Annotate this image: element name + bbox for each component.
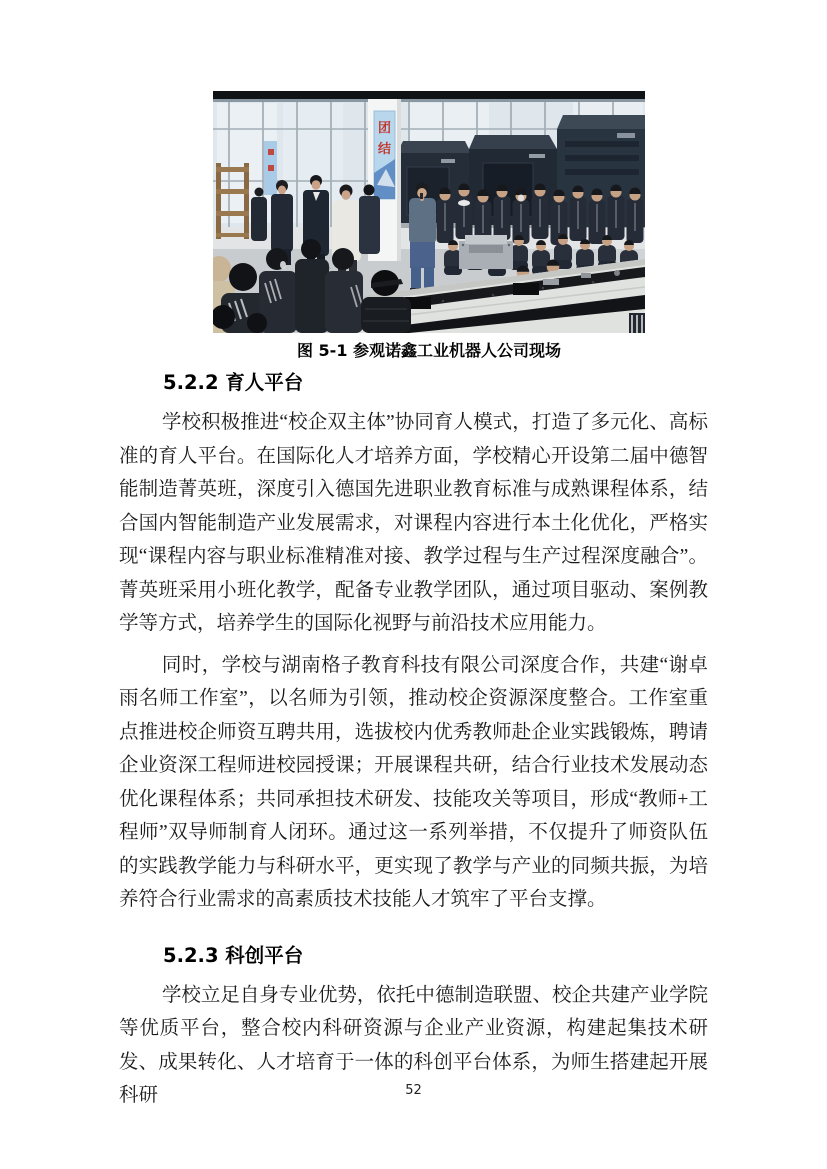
section-heading-5-2-3: 5.2.3 科创平台 — [163, 943, 304, 967]
factory-visit-photo — [213, 91, 645, 333]
paragraph-kechuang-1: 学校立足自身专业优势，依托中德制造联盟、校企共建产业学院等优质平台，整合校内科研资源与企业产业资源，构建起集技术研发、成果转化、人才培育于一体的科创平台体系，为师生搭建起开展科研 — [119, 984, 708, 1106]
paragraph-yuren-1: 学校积极推进“校企双主体”协同育人模式，打造了多元化、高标准的育人平台。在国际化人才培养方面，学校精心开设第二届中德智能制造菁英班，深度引入德国先进职业教育标准与成熟课程体系，结合国内智能制造产业发展需求，对课程内容进行本土化优化，严格实现“课程内容与职业标准精准对接、教学过程与生产过程深度融合”。菁英班采用小班化教学，配备专业教学团队，通过项目驱动、案例教学等方式，培养学生的国际化视野与前沿技术应用能力。 — [119, 412, 708, 634]
paragraph-yuren-2: 同时，学校与湖南格子教育科技有限公司深度合作，共建“谢卓雨名师工作室”，以名师为引领，推动校企资源深度整合。工作室重点推进校企师资互聘共用，选拔校内优秀教师赴企业实践锻炼，聘请企业资深工程师进校园授课；开展课程共研，结合行业技术发展动态优化课程体系；共同承担技术研发、技能攻关等项目，形成“教师+工程师”双导师制育人闭环。通过这一系列举措，不仅提升了师资队伍的实践教学能力与科研水平，更实现了教学与产业的同频共振，为培养符合行业需求的高素质技术技能人才筑牢了平台支撑。 — [119, 654, 708, 910]
pillar-banner-char-bottom: 结 — [377, 142, 392, 157]
figure-5-1 — [213, 91, 645, 361]
pillar-banner-char-top: 团 — [377, 121, 392, 136]
factory-visit-photo-graphic — [213, 91, 645, 333]
figure-caption: 图 5-1 参观诺鑫工业机器人公司现场 — [296, 341, 562, 360]
section-heading-5-2-2: 5.2.2 育人平台 — [163, 371, 304, 394]
page-number: 52 — [405, 1083, 422, 1098]
document-body — [119, 370, 708, 1113]
